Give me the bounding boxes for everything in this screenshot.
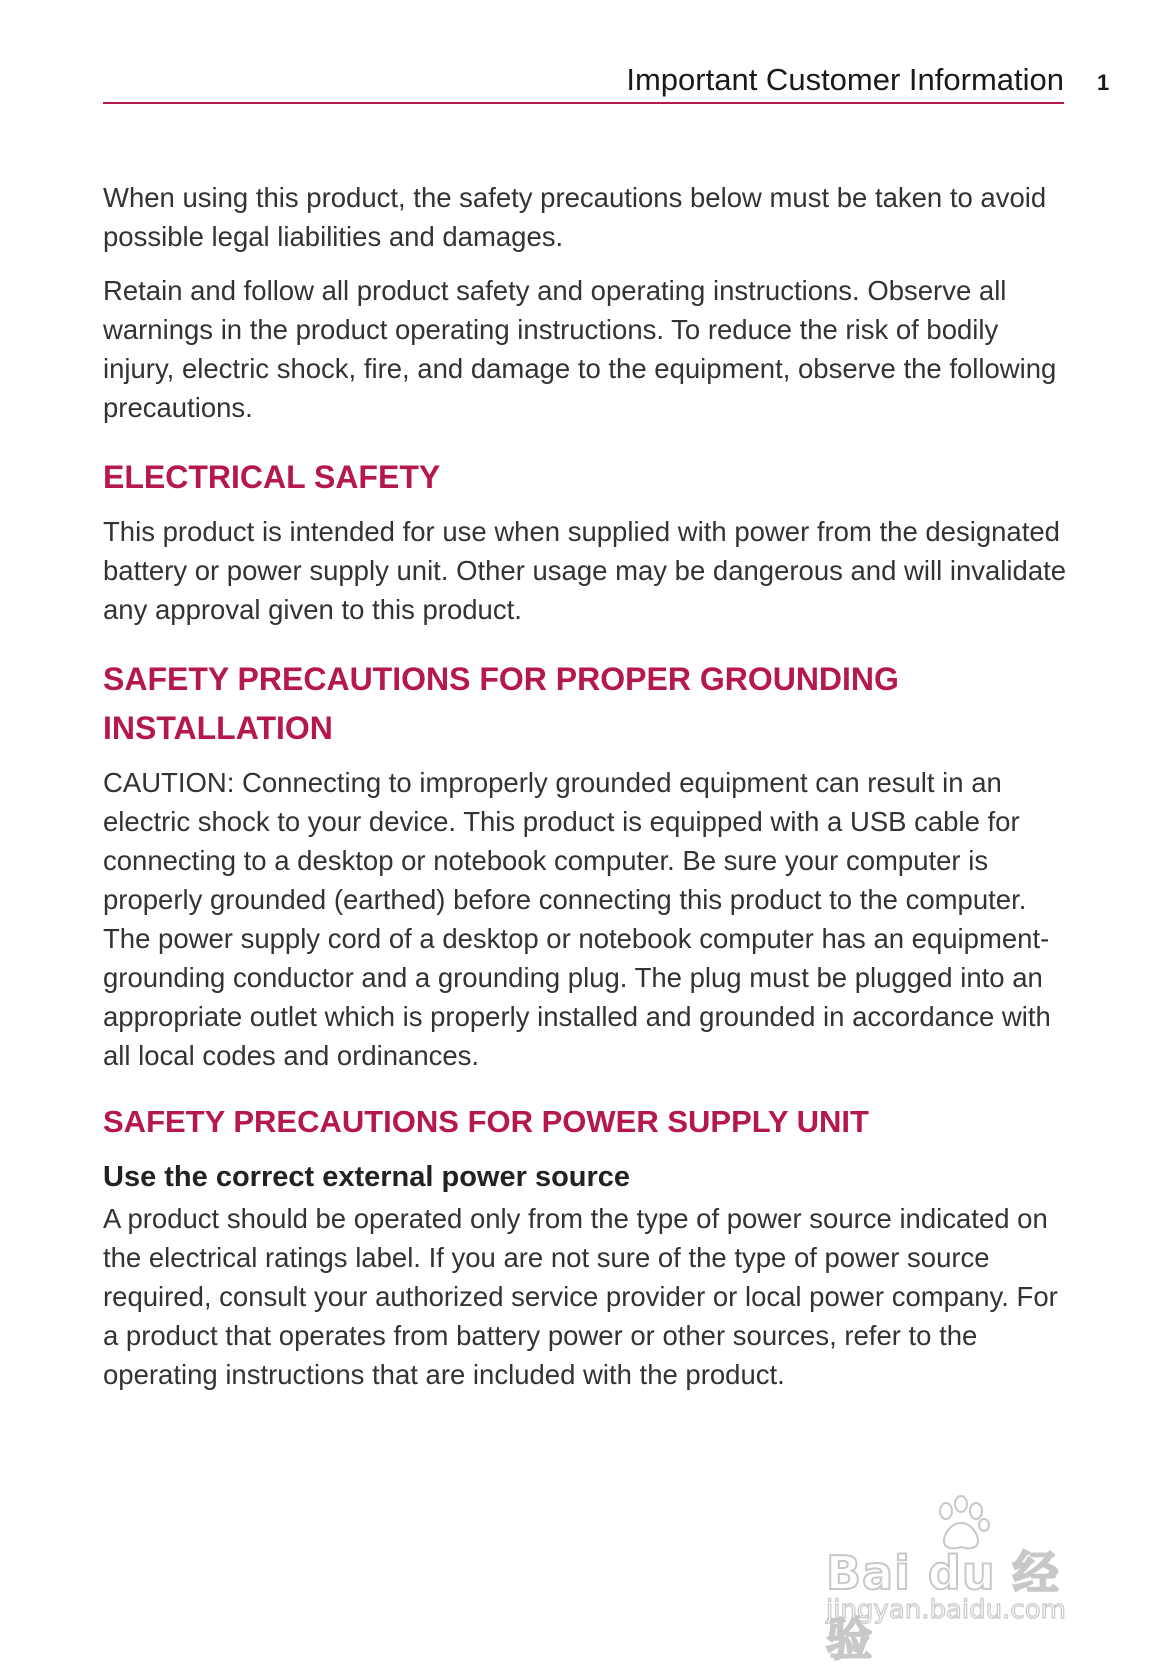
intro-paragraph: When using this product, the safety precautions below must be taken to avoid possible legal liabilities and damages. (103, 182, 1047, 252)
page-header (103, 60, 1064, 104)
page-title: Important Customer Information (626, 62, 1064, 97)
power-source-subheading: Use the correct external power source (103, 1161, 631, 1193)
electrical-safety-body: This product is intended for use when supplied with power from the designated battery or power supply unit. Other usage may be dangerous and will invalidate any approval given to this product. (103, 516, 1067, 625)
intro-paragraph: Retain and follow all product safety and operating instructions. Observe all warnings in the product operating instructions. To reduce the risk of bodily injury, electric shock, fire, and damage to the equipment, observe the following precautions. (103, 275, 1057, 423)
grounding-body: CAUTION: Connecting to improperly grounded equipment can result in an electric shock to your device. This product is equipped with a USB cable for connecting to a desktop or notebook computer. Be sure your computer is properly grounded (earthed) before connecting this product to the computer. The power supply cord of a desktop or notebook computer has an equipment-grounding conductor and a grounding plug. The plug must be plugged into an appropriate outlet which is properly installed and grounded in accordance with all local codes and ordinances. (103, 767, 1051, 1071)
watermark-logo: Bai du 经验 (826, 1546, 1060, 1666)
watermark-url: jingyan.baidu.com (826, 1595, 1066, 1625)
section-heading-electrical-safety: ELECTRICAL SAFETY (103, 459, 441, 495)
section-heading-power-supply: SAFETY PRECAUTIONS FOR POWER SUPPLY UNIT (103, 1104, 869, 1139)
baidu-watermark (820, 1495, 1100, 1666)
section-heading-grounding: SAFETY PRECAUTIONS FOR PROPER GROUNDING INSTALLATION (103, 661, 899, 746)
page-number: 1 (1097, 70, 1110, 95)
main-content (103, 178, 1068, 1409)
power-supply-body: A product should be operated only from the type of power source indicated on the electrical ratings label. If you are not sure of the type of power source required, consult your authorized service provider or local power company. For a product that operates from battery power or other sources, refer to the operating instructions that are included with the product. (103, 1203, 1058, 1390)
